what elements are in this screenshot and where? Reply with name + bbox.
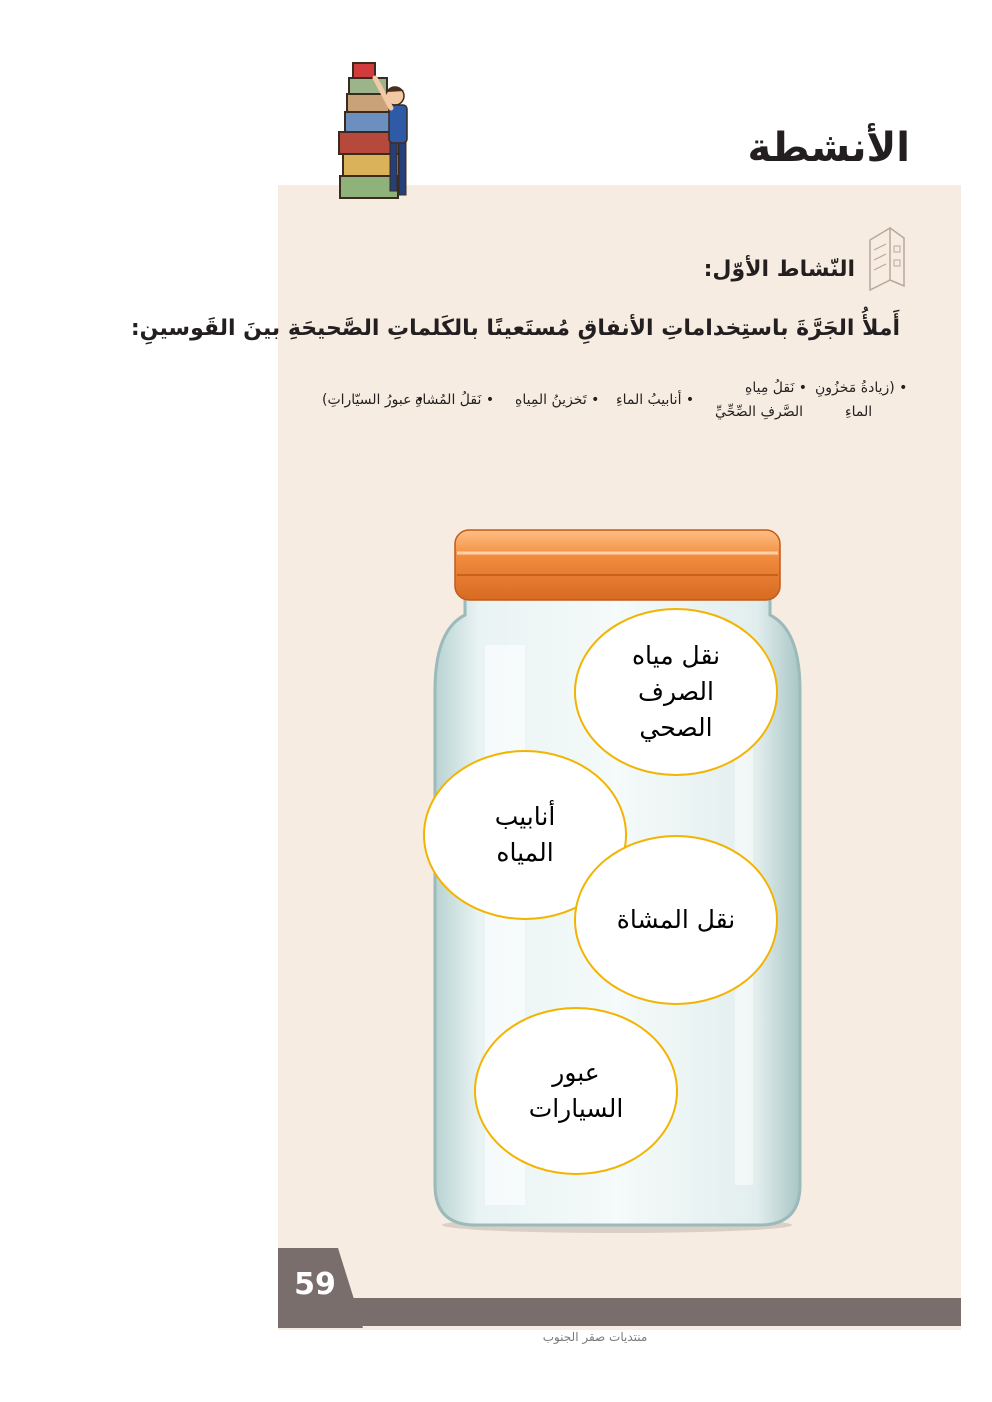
jar-answer-bubble: نقل مياه الصرف الصحي bbox=[574, 608, 778, 776]
word-bank-item: • نَقلُ المُشاةِ bbox=[415, 392, 495, 408]
word-bank bbox=[0, 378, 992, 438]
jar-answer-bubble: أنابيب المياه bbox=[423, 750, 627, 920]
section-title: الأنشطة bbox=[747, 125, 910, 171]
activity-instruction: أَملأُ الجَرَّةَ باستِخداماتِ الأنفاقِ مُستَعينًا بالكَلماتِ الصَّحيحَةِ بينَ القَوسينِ: bbox=[130, 316, 900, 341]
word-bank-item: • أنابيبُ الماءِ bbox=[616, 392, 695, 408]
watermark: منتديات صقر الجنوب bbox=[542, 1330, 648, 1344]
word-bank-item: • نَقلُ مِياهِ bbox=[745, 380, 808, 396]
word-bank-item: الصَّرفِ الصِّحِّيِّ bbox=[715, 404, 803, 420]
jar-answer-bubble: عبور السيارات bbox=[474, 1007, 678, 1175]
building-sketch-icon bbox=[860, 220, 910, 300]
boy-with-books-illustration bbox=[335, 58, 425, 213]
word-bank-item: • (زيادةُ مَخزُونِ bbox=[815, 380, 908, 396]
word-bank-item: الماءِ bbox=[845, 404, 873, 420]
page-number: 59 bbox=[294, 1267, 336, 1302]
jar-answer-bubble: نقل المشاة bbox=[574, 835, 778, 1005]
footer-bar bbox=[278, 1298, 961, 1326]
word-bank-item: • عبورُ السيّاراتِ) bbox=[322, 392, 425, 408]
word-bank-item: • تَخزينُ المِياهِ bbox=[515, 392, 600, 408]
activity-title: النّشاط الأوّل: bbox=[703, 257, 855, 282]
